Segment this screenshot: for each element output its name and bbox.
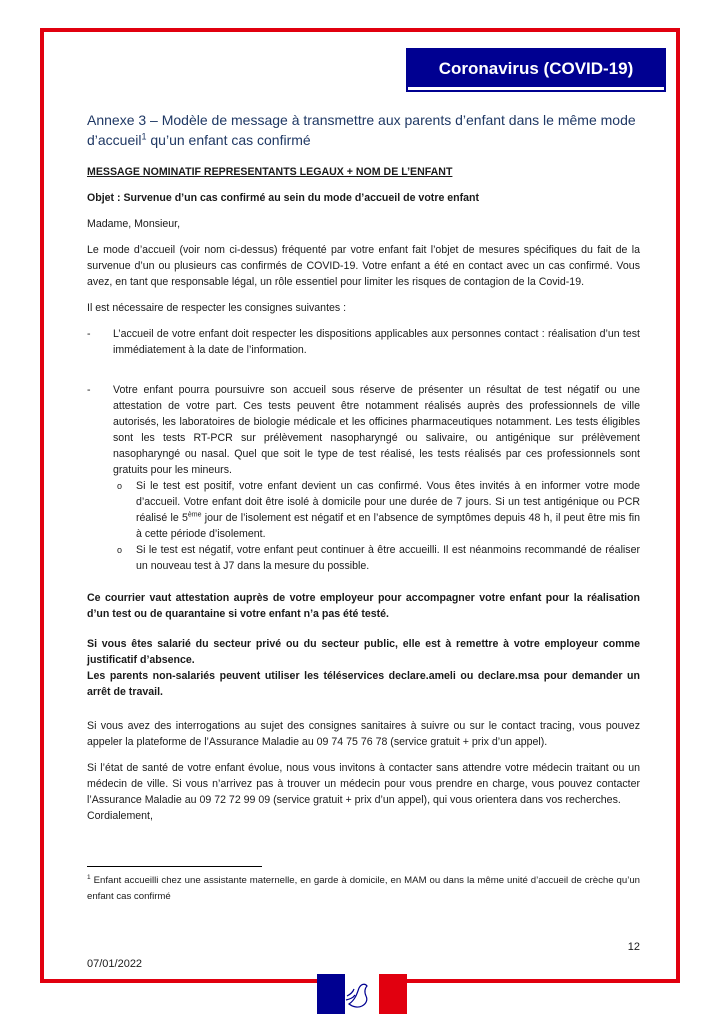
annex-title (87, 110, 640, 150)
closing: Cordialement, (87, 810, 153, 822)
document-date: 07/01/2022 (87, 958, 143, 970)
annex-title-text: Annexe 3 – Modèle de message à transmettre aux parents d’enfant dans le même mode d’accueil (87, 112, 636, 148)
annex-title-text-end: qu’un enfant cas confirmé (146, 132, 311, 148)
dash-icon: - (87, 384, 91, 396)
health-evolution-paragraph: Si l’état de santé de votre enfant évolue, nous vous invitons à contacter sans attendre votre médecin traitant ou un médecin de ville. Si vous n’arrivez pas à trouver un médecin pour vous prendre en charge, vous pouvez contacter l’Assurance Maladie au 09 72 72 99 09 (service gratuit + prix d’un appel), qui vous orientera dans vos recherches. (87, 762, 640, 806)
sub-item-text: Si le test est négatif, votre enfant peut continuer à être accueilli. Il est néanmoins recommandé de réaliser un nouveau test à J7 dans la mesure du possible. (136, 544, 640, 572)
sub-item-text-end: jour de l’isolement est négatif et en l’absence de symptômes depuis 48 h, il peut être mis fin à cette période d’isolement. (136, 512, 640, 540)
footnote-separator (87, 866, 262, 867)
instructions-lead: Il est nécessaire de respecter les consignes suivantes : (87, 302, 347, 314)
dash-icon: - (87, 328, 91, 340)
instruction-item-continue (87, 382, 640, 478)
logo-blue-band (317, 974, 345, 1014)
letter-heading: MESSAGE NOMINATIF REPRESENTANTS LEGAUX + NOM DE L’ENFANT (87, 166, 453, 178)
sub-item-negative (117, 542, 640, 574)
covid-banner: Coronavirus (COVID-19) (408, 50, 664, 90)
spacer (87, 368, 640, 382)
ordinal-sup: ème (187, 511, 202, 519)
letter-intro: Le mode d’accueil (voir nom ci-dessus) fréquenté par votre enfant fait l’objet de mesures spécifiques du fait de la survenue d’un ou plusieurs cas confirmés de COVID-19. Votre enfant a été en contact avec un cas confirmé. Vous avez, en tant que responsable légal, un rôle essentiel pour limiter les risques de contagion de la Covid-19. (87, 244, 640, 288)
non-employee-paragraph: Les parents non-salariés peuvent utiliser les téléservices declare.ameli ou declare.msa pour demander un arrêt de travail. (87, 670, 640, 698)
instruction-item-test (87, 326, 640, 358)
footnote-marker: 1 (87, 873, 91, 881)
employee-paragraph: Si vous êtes salarié du secteur privé ou du secteur public, elle est à remettre à votre employeur comme justificatif d’absence. (87, 638, 640, 666)
contact-tracing-paragraph: Si vous avez des interrogations au sujet des consignes sanitaires à suivre ou sur le contact tracing, vous pouvez appeler la plateforme de l’Assurance Maladie au 09 74 75 76 78 (service gratuit + prix d’un appel). (87, 720, 640, 748)
circle-bullet-icon: o (117, 481, 123, 491)
letter-subject: Objet : Survenue d’un cas confirmé au sein du mode d’accueil de votre enfant (87, 192, 480, 204)
attestation-paragraph: Ce courrier vaut attestation auprès de votre employeur pour accompagner votre enfant pour la réalisation d’un test ou de quarantaine si votre enfant n’a pas été testé. (87, 592, 640, 620)
republique-francaise-logo (317, 974, 407, 1014)
footnote-text: Enfant accueilli chez une assistante maternelle, en garde à domicile, en MAM ou dans la même unité d’accueil de crèche qu’un enfant cas confirmé (87, 875, 640, 902)
footnote-ref: 1 (141, 131, 147, 142)
footnote (87, 873, 640, 905)
sub-item-text-start: Si le test est positif, votre enfant devient un cas confirmé. Vous êtes invités à en informer votre mode d’accueil. Votre enfant doit être isolé à domicile pour une durée de 7 jours. Si un test antigénique ou PCR réalisé le 5 (136, 480, 640, 524)
circle-bullet-icon: o (117, 545, 123, 555)
logo-white-band (345, 974, 379, 1014)
letter-salutation: Madame, Monsieur, (87, 218, 181, 230)
logo-red-band (379, 974, 407, 1014)
sub-item-text (136, 478, 640, 542)
instruction-text: Votre enfant pourra poursuivre son accueil sous réserve de présenter un résultat de test négatif ou une attestation de votre part. Ces tests peuvent être notamment réalisés auprès des professionnels de ville autorisés, les laboratoires de biologie médicale et les officines pharmaceutiques notamment. Les tests éligibles sont les tests RT-PCR sur prélèvement nasopharyngé ou salivaire, ou antigénique sur prélèvement nasopharyngé ou nasal. Quel que soit le type de test réalisé, les tests réalisés par ces professionnels sont gratuits pour les mineurs. (113, 384, 640, 476)
marianne-profile-icon (345, 974, 379, 1014)
page-number: 12 (627, 941, 640, 953)
document-body (87, 100, 640, 834)
instruction-text: L’accueil de votre enfant doit respecter les dispositions applicables aux personnes contact : réalisation d’un test immédiatement à la date de l’information. (113, 328, 640, 356)
sub-item-positive (117, 478, 640, 542)
